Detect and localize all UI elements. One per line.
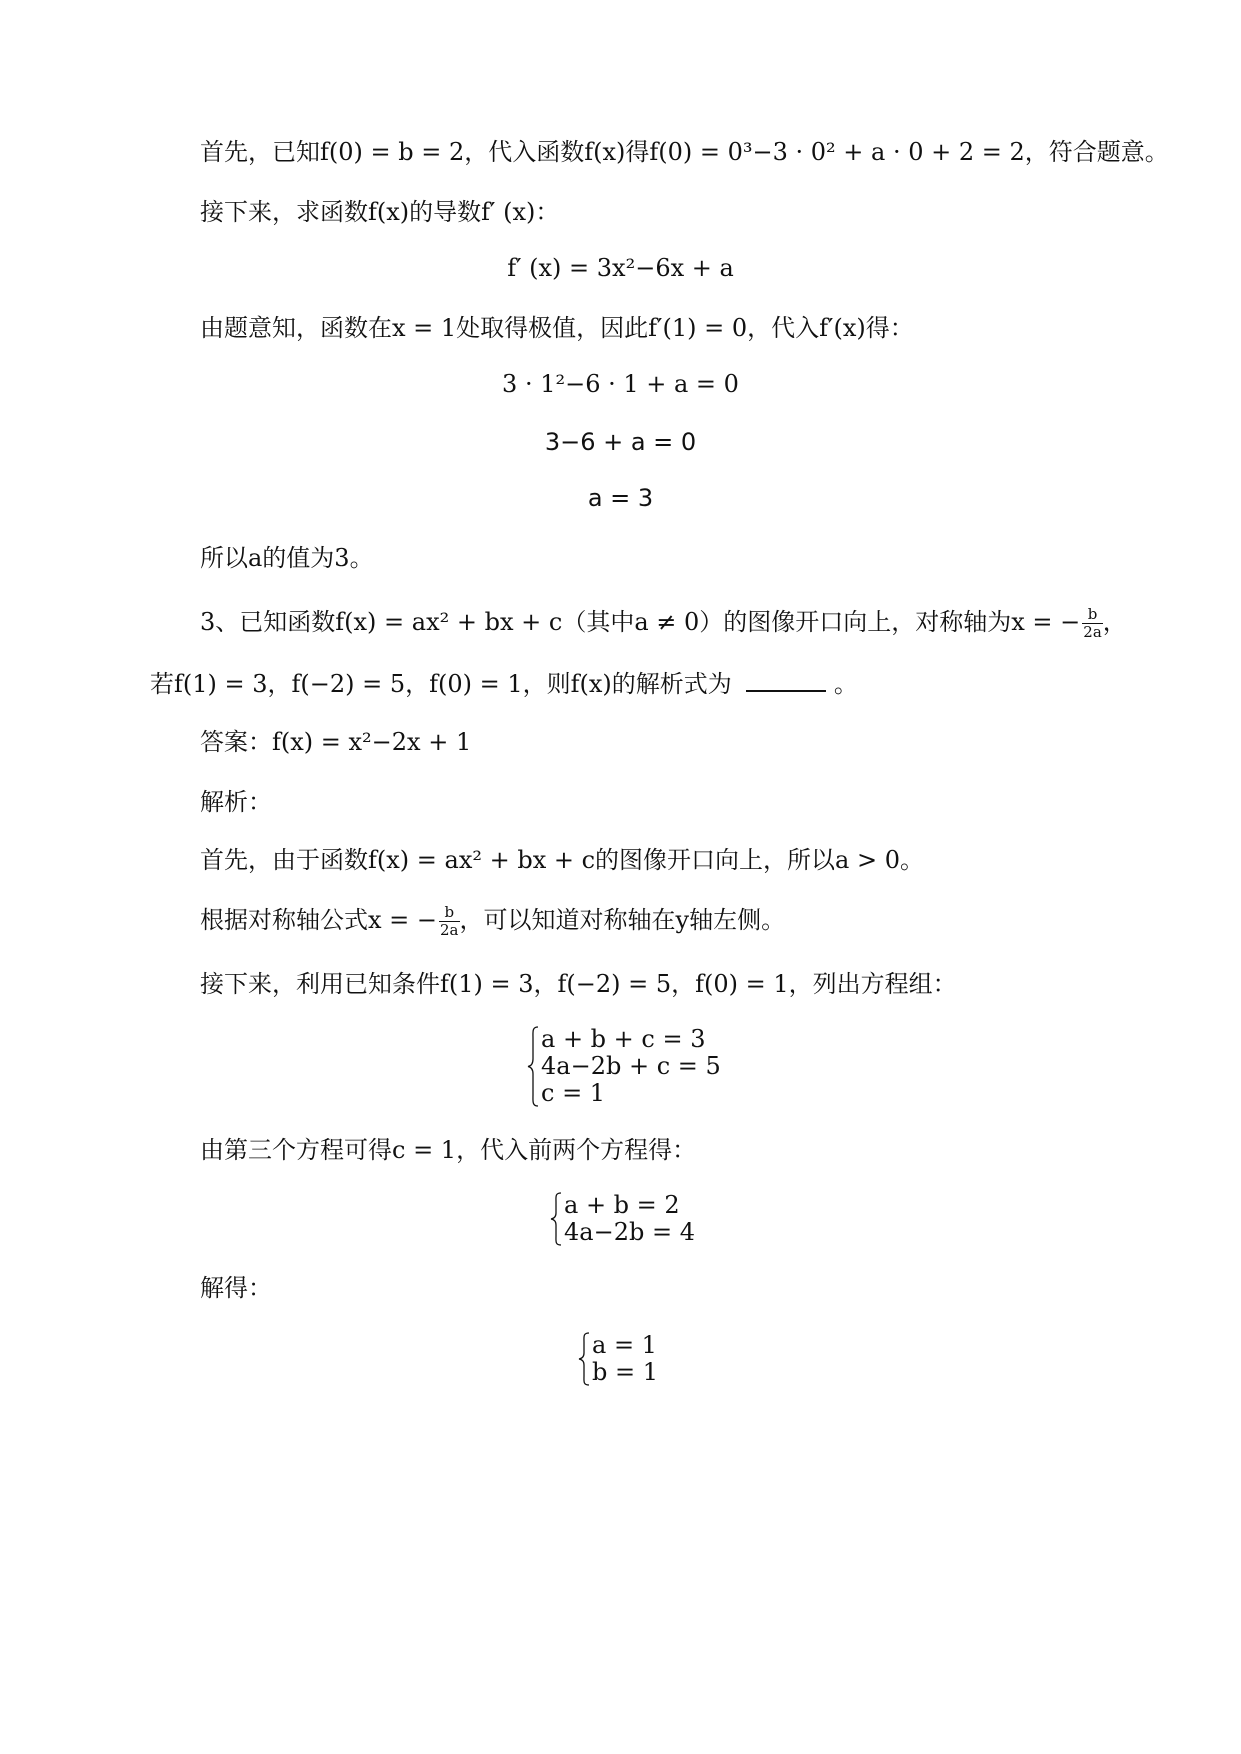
text-line: 由第三个方程可得c = 1，代入前两个方程得： — [200, 1136, 697, 1164]
equation-system-1 — [527, 1026, 721, 1107]
equation-row: a + b + c = 3 — [541, 1025, 706, 1053]
equation-row: b = 1 — [592, 1358, 658, 1386]
equation-row: 4a−2b + c = 5 — [541, 1052, 721, 1080]
text-line: 接下来，利用已知条件f(1) = 3，f(−2) = 5，f(0) = 1，列出方程组： — [200, 970, 957, 998]
left-brace-icon — [578, 1332, 590, 1386]
text-line: 首先，由于函数f(x) = ax² + bx + c的图像开口向上，所以a > 0。 — [200, 846, 924, 874]
equation: 3 · 1²−6 · 1 + a = 0 — [502, 370, 739, 398]
fraction-numerator: b — [444, 903, 455, 921]
answer-blank — [746, 670, 826, 692]
answer-line: 答案：f(x) = x²−2x + 1 — [200, 728, 472, 756]
question-text: ， — [1102, 608, 1127, 636]
question-text: 若f(1) = 3，f(−2) = 5，f(0) = 1，则f(x)的解析式为 — [150, 670, 732, 698]
fraction — [1082, 606, 1103, 641]
left-brace-icon — [550, 1192, 562, 1246]
text-line: 由题意知，函数在x = 1处取得极值，因此f′(1) = 0，代入f′(x)得： — [200, 314, 914, 342]
equation-row: a + b = 2 — [564, 1191, 680, 1219]
analysis-heading: 解析： — [200, 788, 272, 816]
text-line: 解得： — [200, 1274, 272, 1302]
left-brace-icon — [527, 1026, 539, 1107]
equation-row: 4a−2b = 4 — [564, 1218, 695, 1246]
equation: a = 3 — [587, 484, 654, 512]
fraction-denominator: 2a — [440, 921, 459, 939]
fraction — [439, 904, 460, 939]
text-segment: ，可以知道对称轴在y轴左侧。 — [459, 906, 786, 934]
fraction-numerator: b — [1087, 605, 1098, 623]
text-line: 首先，已知f(0) = b = 2，代入函数f(x)得f(0) = 0³−3 · 0² + a · 0 + 2 = 2，符合题意。 — [200, 138, 1169, 166]
question-3-continued — [150, 668, 858, 700]
text-segment: 根据对称轴公式x = − — [200, 906, 438, 934]
equation-row: a = 1 — [592, 1331, 657, 1359]
question-text: 3、已知函数f(x) = ax² + bx + c（其中a ≠ 0）的图像开口向上，对称轴为x = − — [200, 608, 1081, 636]
equation-row: c = 1 — [541, 1079, 606, 1107]
question-text: 。 — [833, 670, 858, 698]
question-3 — [200, 606, 1127, 641]
text-line: 接下来，求函数f(x)的导数f′ (x)： — [200, 198, 560, 226]
equation: 3−6 + a = 0 — [544, 428, 697, 456]
fraction-denominator: 2a — [1083, 623, 1102, 641]
equation-system-3 — [578, 1332, 658, 1386]
equation-system-2 — [550, 1192, 695, 1246]
equation-derivative: f′ (x) = 3x²−6x + a — [507, 254, 734, 282]
text-line: 所以a的值为3。 — [200, 544, 374, 572]
text-line — [200, 904, 785, 939]
